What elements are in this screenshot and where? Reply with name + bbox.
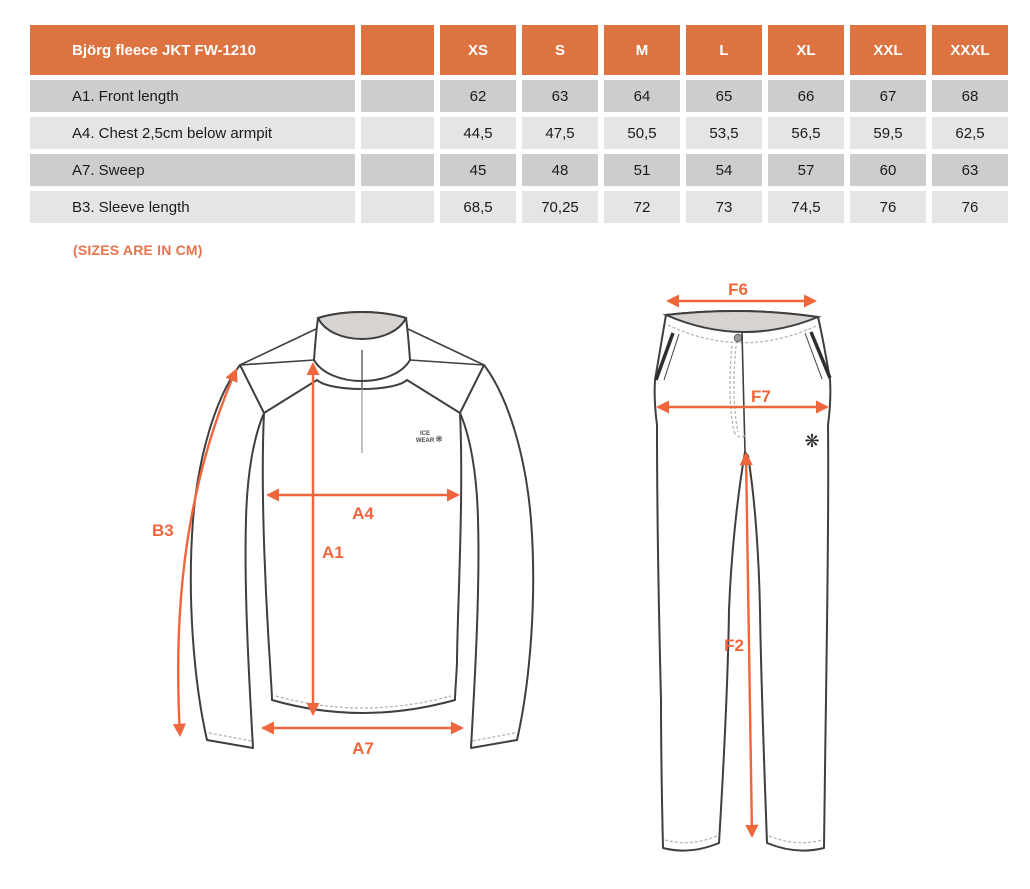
b3-label: B3 [152, 521, 174, 540]
waist-button [734, 334, 742, 342]
a4-label: A4 [352, 504, 374, 523]
size-header-m: M [604, 25, 680, 75]
row-label: A4. Chest 2,5cm below armpit [30, 117, 355, 149]
header-spacer-cell [361, 25, 434, 75]
pants-diagram [620, 280, 860, 880]
snowflake-icon: ❋ [435, 434, 443, 444]
size-value: 59,5 [850, 117, 926, 149]
snowflake-icon: ❋ [804, 431, 820, 451]
size-header-xxl: XXL [850, 25, 926, 75]
size-value: 44,5 [440, 117, 516, 149]
size-value: 53,5 [686, 117, 762, 149]
size-value: 74,5 [768, 191, 844, 223]
size-header-s: S [522, 25, 598, 75]
brand-logo-text-line2: WEAR [415, 438, 435, 444]
f2-inseam-measure-arrow [746, 454, 752, 836]
size-value: 63 [522, 80, 598, 112]
spacer-cell [361, 80, 434, 112]
a1-label: A1 [322, 543, 344, 562]
size-table [30, 25, 1008, 223]
table-title: Björg fleece JKT FW-1210 [30, 25, 355, 75]
size-header-l: L [686, 25, 762, 75]
size-value: 57 [768, 154, 844, 186]
spacer-cell [361, 191, 434, 223]
a7-label: A7 [352, 739, 374, 758]
size-value: 51 [604, 154, 680, 186]
brand-logo-text-line1: ICE [419, 431, 431, 437]
size-header-xxxl: XXXL [932, 25, 1008, 75]
size-value: 64 [604, 80, 680, 112]
jacket-right-sleeve [460, 365, 533, 748]
pants-body [655, 311, 831, 851]
jacket-left-sleeve [191, 365, 264, 748]
size-value: 54 [686, 154, 762, 186]
spacer-cell [361, 154, 434, 186]
sizes-unit-note: (SIZES ARE IN CM) [73, 242, 203, 258]
row-label: B3. Sleeve length [30, 191, 355, 223]
size-value: 48 [522, 154, 598, 186]
size-value: 45 [440, 154, 516, 186]
jacket-diagram [130, 298, 550, 768]
size-value: 62 [440, 80, 516, 112]
size-value: 47,5 [522, 117, 598, 149]
size-header-xl: XL [768, 25, 844, 75]
size-value: 73 [686, 191, 762, 223]
size-value: 68,5 [440, 191, 516, 223]
size-value: 56,5 [768, 117, 844, 149]
size-value: 62,5 [932, 117, 1008, 149]
f7-label: F7 [751, 387, 771, 406]
size-header-xs: XS [440, 25, 516, 75]
size-value: 76 [850, 191, 926, 223]
size-value: 60 [850, 154, 926, 186]
row-label: A7. Sweep [30, 154, 355, 186]
size-value: 65 [686, 80, 762, 112]
f6-label: F6 [728, 280, 748, 299]
size-value: 50,5 [604, 117, 680, 149]
size-value: 63 [932, 154, 1008, 186]
size-value: 70,25 [522, 191, 598, 223]
size-value: 66 [768, 80, 844, 112]
jacket-right-yoke-seam [410, 360, 484, 365]
size-value: 68 [932, 80, 1008, 112]
jacket-right-shoulder-seam [408, 329, 484, 365]
spacer-cell [361, 117, 434, 149]
row-label: A1. Front length [30, 80, 355, 112]
size-value: 67 [850, 80, 926, 112]
size-value: 76 [932, 191, 1008, 223]
f2-label: F2 [724, 636, 744, 655]
jacket-left-shoulder-seam [240, 329, 316, 365]
size-value: 72 [604, 191, 680, 223]
jacket-left-yoke-seam [240, 360, 314, 365]
